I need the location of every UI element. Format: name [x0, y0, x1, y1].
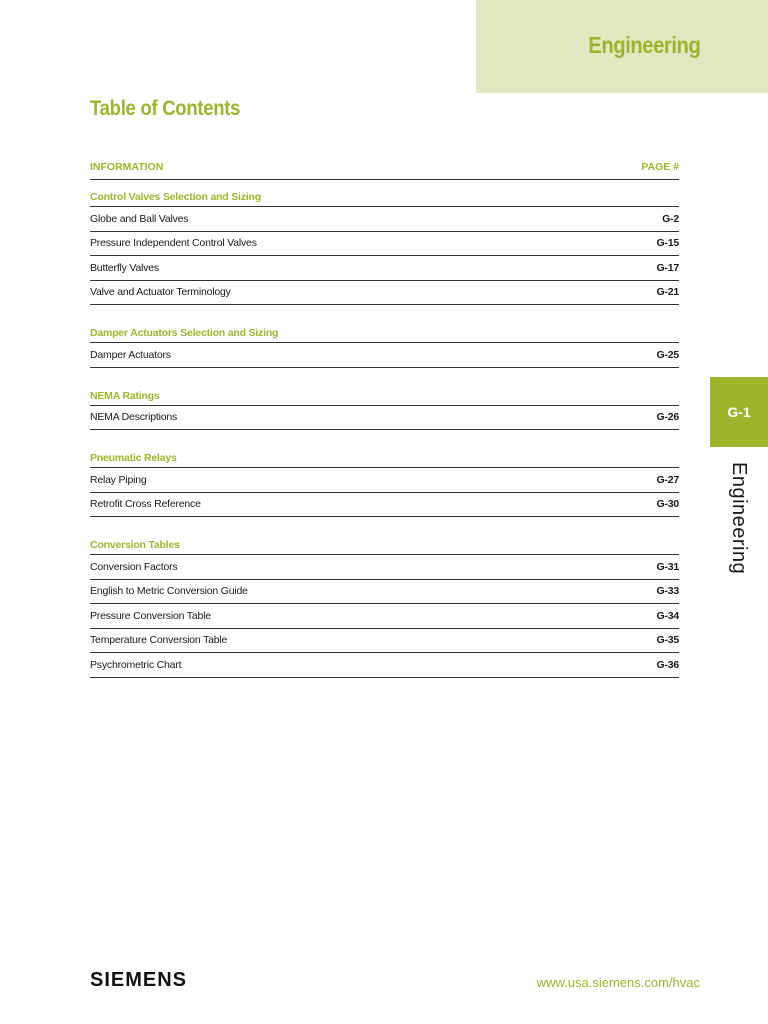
toc-entry[interactable]: [90, 604, 679, 629]
toc-entry-label: Damper Actuators: [90, 348, 171, 361]
header-title: Engineering: [587, 32, 700, 58]
page-title: Table of Contents: [90, 97, 241, 120]
toc-entry[interactable]: [90, 629, 679, 654]
toc-section: [90, 528, 679, 678]
toc-entry-label: Valve and Actuator Terminology: [90, 286, 231, 299]
toc-entry-page: G-31: [656, 560, 679, 573]
toc-sections: [90, 180, 679, 678]
siemens-logo: SIEMENS: [90, 969, 188, 991]
toc-entry-page: G-25: [656, 348, 679, 361]
section-title: Damper Actuators Selection and Sizing: [90, 316, 679, 343]
toc-section: [90, 441, 679, 517]
toc-entry-page: G-17: [656, 261, 679, 274]
toc-entry-page: G-33: [656, 585, 679, 598]
toc-entry[interactable]: [90, 580, 679, 605]
toc-entry-label: Pressure Conversion Table: [90, 609, 211, 622]
toc-entry[interactable]: [90, 232, 679, 257]
toc-entry-page: G-21: [656, 286, 679, 299]
toc-entry[interactable]: [90, 468, 679, 493]
toc-entry[interactable]: [90, 555, 679, 580]
toc-entry[interactable]: [90, 406, 679, 431]
toc-entry[interactable]: [90, 207, 679, 232]
toc-entry-page: G-26: [656, 411, 679, 424]
toc-entry-label: Retrofit Cross Reference: [90, 498, 201, 511]
table-of-contents: [90, 155, 679, 678]
toc-entry-label: Conversion Factors: [90, 560, 178, 573]
section-title: Pneumatic Relays: [90, 441, 679, 468]
section-title: NEMA Ratings: [90, 379, 679, 406]
footer-url-link[interactable]: www.usa.siemens.com/hvac: [536, 975, 700, 990]
toc-entry-page: G-2: [662, 212, 679, 225]
toc-entry-label: NEMA Descriptions: [90, 411, 178, 424]
toc-entry-page: G-35: [656, 634, 679, 647]
toc-section: [90, 316, 679, 368]
toc-entry-page: G-30: [656, 498, 679, 511]
toc-entry-page: G-15: [656, 237, 679, 250]
side-tab-page-label: G-1: [727, 404, 751, 420]
toc-column-header: [90, 155, 679, 180]
toc-entry-page: G-27: [656, 473, 679, 486]
toc-entry-label: Globe and Ball Valves: [90, 212, 189, 225]
column-page-label: PAGE #: [641, 161, 679, 173]
toc-entry[interactable]: [90, 653, 679, 678]
toc-entry[interactable]: [90, 343, 679, 368]
toc-entry[interactable]: [90, 281, 679, 306]
toc-section: [90, 379, 679, 431]
toc-entry-page: G-34: [656, 609, 679, 622]
side-tab: [710, 377, 768, 447]
side-section-label: Engineering: [728, 462, 750, 575]
toc-entry-page: G-36: [656, 658, 679, 671]
toc-entry-label: Pressure Independent Control Valves: [90, 237, 257, 250]
toc-entry-label: Relay Piping: [90, 473, 147, 486]
toc-entry[interactable]: [90, 256, 679, 281]
toc-entry[interactable]: [90, 493, 679, 518]
toc-section: [90, 180, 679, 305]
section-title: Conversion Tables: [90, 528, 679, 555]
toc-entry-label: Temperature Conversion Table: [90, 634, 228, 647]
toc-entry-label: Psychrometric Chart: [90, 658, 182, 671]
column-information-label: INFORMATION: [90, 161, 164, 173]
toc-entry-label: English to Metric Conversion Guide: [90, 585, 248, 598]
toc-entry-label: Butterfly Valves: [90, 261, 159, 274]
section-title: Control Valves Selection and Sizing: [90, 180, 679, 207]
